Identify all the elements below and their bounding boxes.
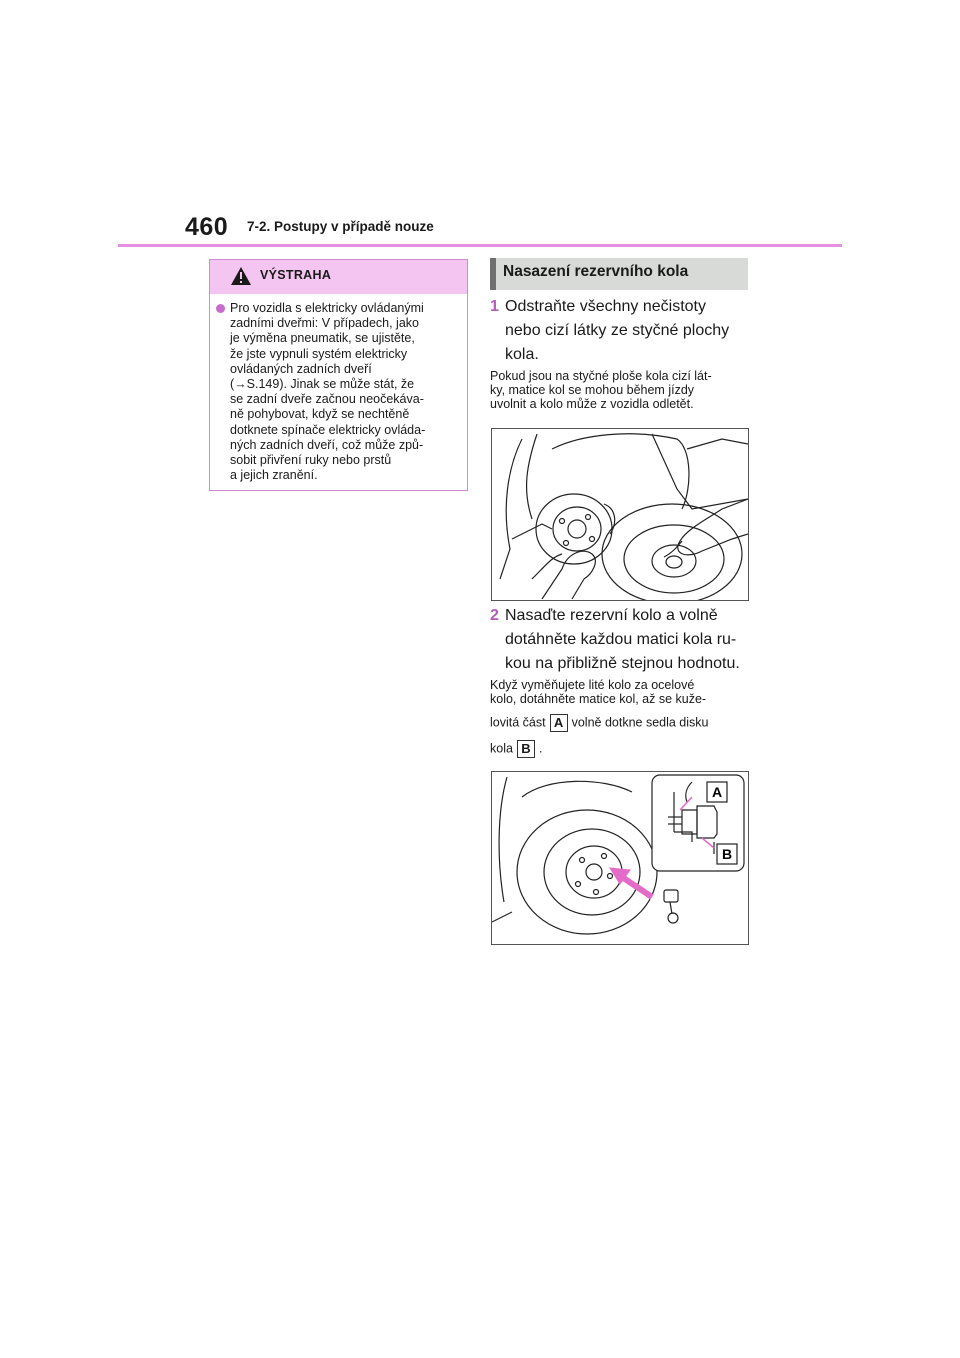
note-text: . [538,741,543,756]
warning-line: ovládaných zadních dveří [230,361,372,376]
warning-line: ně pohybovat, když se nechtěně [230,407,410,422]
illustration-mounting-wheel [491,771,749,945]
warning-line: sobit přivření ruky nebo prstů [230,453,392,468]
section-header [490,258,748,290]
warning-line: (→S.149). Jinak se může stát, že [230,377,415,392]
step-text [505,295,729,367]
step-line: Nasaďte rezervní kolo a volně [505,607,718,624]
figure-label-b: B [721,846,733,862]
figure-label-a: A [711,784,723,800]
note-line: Když vyměňujete lité kolo za ocelové [490,678,695,692]
warning-box [209,259,468,491]
warning-triangle-icon [230,266,252,286]
note-line: Pokud jsou na styčné ploše kola cizí lát- [490,369,712,383]
bullet-icon [216,304,225,313]
page-number: 460 [185,213,229,241]
step-number: 2 [490,607,499,624]
step-1-note [490,369,712,411]
warning-line: je výměna pneumatik, se ujistěte, [230,331,415,346]
warning-line: že jste vypnuli systém elektricky [230,346,408,361]
step-line: kola. [505,346,539,363]
warning-line: dotknete spínače elektricky ovláda- [230,422,426,437]
step-2-note-line-4 [490,740,542,758]
section-title: Nasazení rezervního kola [503,263,689,280]
warning-line: Pro vozidla s elektricky ovládanými [230,301,424,315]
chapter-title: 7-2. Postupy v případě nouze [247,219,434,234]
warning-header [210,260,467,294]
note-text: lovitá část [490,715,546,730]
step-line: kou na přibližně stejnou hodnotu. [505,655,740,672]
cleaning-hub-drawing [492,429,748,600]
step-text [505,604,740,676]
step-number: 1 [490,298,499,315]
warning-title: VÝSTRAHA [260,268,332,282]
warning-line: se zadní dveře začnou neočekáva- [230,392,424,407]
mounting-wheel-drawing [492,772,748,944]
note-line: kolo, dotáhněte matice kol, až se kuže- [490,692,707,706]
warning-body [210,294,467,483]
label-b: B [517,740,535,758]
illustration-cleaning-hub [491,428,749,601]
warning-line: a jejich zranění. [230,468,318,483]
step-2-note-line-3 [490,714,709,732]
warning-line: zadními dveřmi: V případech, jako [230,316,419,331]
note-line: uvolnit a kolo může z vozidla odletět. [490,397,694,411]
step-line: dotáhněte každou matici kola ru- [505,631,737,648]
section-header-bar [490,258,496,290]
label-a: A [550,714,568,732]
step-2-note [490,678,706,706]
note-text: kola [490,741,513,756]
step-line: nebo cizí látky ze styčné plochy [505,322,730,339]
header-rule [118,244,842,247]
note-text: volně dotkne sedla disku [571,715,709,730]
note-line: ky, matice kol se mohou během jízdy [490,383,695,397]
step-line: Odstraňte všechny nečistoty [505,298,706,315]
warning-line: ných zadních dveří, což může způ- [230,437,424,452]
